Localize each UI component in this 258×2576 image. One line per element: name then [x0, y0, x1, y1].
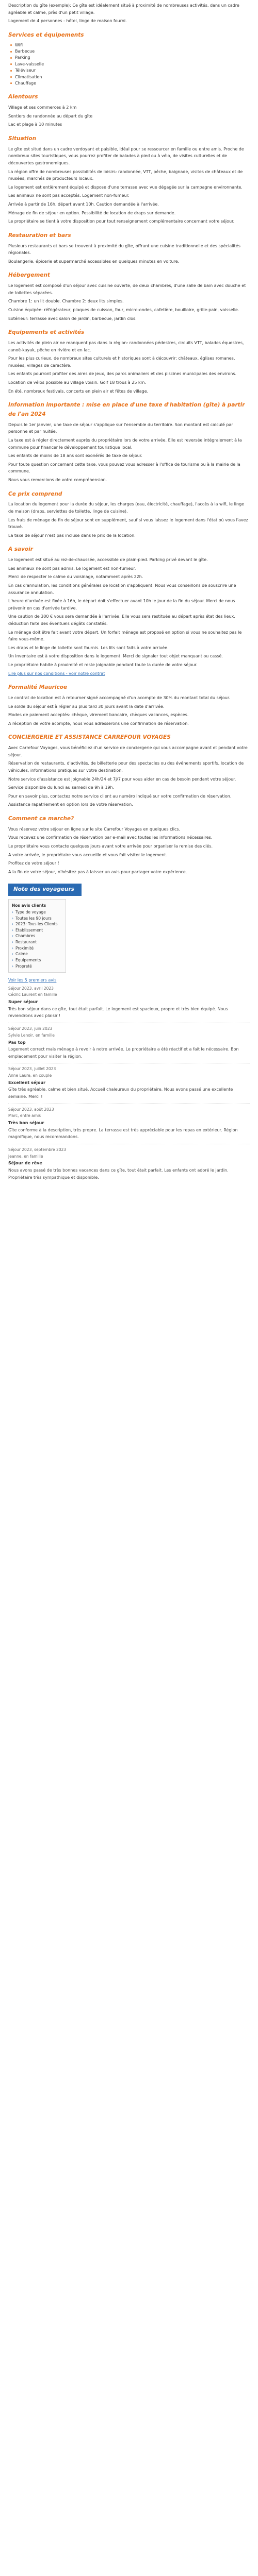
notes-title: Note des voyageurs	[8, 884, 82, 896]
paragraph: En cas d'annulation, les conditions générales de location s'appliquent. Nous vous conseillons de souscrire une assurance annulation.	[8, 583, 236, 595]
review-item	[8, 1026, 250, 1060]
filter-item[interactable]: › 2023: Tous les Clients	[12, 921, 62, 927]
intro	[8, 2, 250, 25]
paragraph: Un inventaire est à votre disposition dans le logement. Merci de signaler tout objet manquant ou cassé.	[8, 654, 223, 659]
review-title: Excellent séjour	[8, 1080, 46, 1085]
around-heading: Alentours	[8, 94, 38, 100]
paragraph: Chambre 1: un lit double. Chambre 2: deux lits simples.	[8, 299, 124, 304]
paragraph: Le logement est situé au rez-de-chaussée, accessible de plain-pied. Parking privé devant le gîte.	[8, 557, 208, 563]
reviews-list	[8, 986, 250, 1181]
review-author: Anne Laure, en couple	[8, 1073, 52, 1078]
services-heading: Services et équipements	[8, 31, 84, 38]
review-item	[8, 1147, 250, 1181]
paragraph: Le propriétaire se tient à votre disposition pour tout renseignement complémentaire concernant votre séjour.	[8, 219, 235, 224]
paragraph: Modes de paiement acceptés: chèque, virement bancaire, chèques vacances, espèces.	[8, 713, 189, 718]
main-content	[8, 2, 250, 1181]
review-item	[8, 1107, 250, 1141]
formality-heading: Formalité Mauricoe	[8, 684, 68, 691]
paragraph: A la fin de votre séjour, n'hésitez pas à laisser un avis pour partager votre expérience.	[8, 869, 187, 874]
paragraph: Vous recevez une confirmation de réservation par e-mail avec toutes les informations nécessaires.	[8, 835, 213, 840]
list-item: Wifi	[10, 42, 250, 48]
paragraph: Réservation de restaurants, d'activités, de billetterie pour des spectacles ou des événements sportifs, location de véhicules, informations pratiques sur votre destination.	[8, 761, 244, 773]
intro-text: Description du gîte (exemple): Ce gîte est idéalement situé à proximité de nombreuses activités, dans un cadre agréable et calme, près d'un petit village.	[8, 3, 239, 15]
paragraph: Les activités de plein air ne manquent pas dans la région: randonnées pédestres, circuits VTT, balades équestres, canoë-kayak, pêche en rivière et en lac.	[8, 341, 244, 352]
paragraph: Location de vélos possible au village voisin. Golf 18 trous à 25 km.	[8, 380, 146, 385]
paragraph: Nous vous remercions de votre compréhension.	[8, 478, 107, 483]
review-item	[8, 986, 250, 1020]
lodging-heading: Hébergement	[8, 272, 50, 279]
list-item: Lave-vaisselle	[10, 61, 250, 67]
review-meta: Séjour 2023, août 2023	[8, 1107, 54, 1112]
filter-item[interactable]: › Proximité	[12, 945, 62, 952]
paragraph: Les enfants de moins de 18 ans sont exonérés de taxe de séjour.	[8, 453, 142, 459]
paragraph: Pour toute question concernant cette taxe, vous pouvez vous adresser à l'office de tourisme ou à la mairie de la commune.	[8, 462, 240, 474]
filter-item[interactable]: › Type de voyage	[12, 909, 62, 916]
list-item: Climatisation	[10, 74, 250, 80]
equipment-heading: Equipements et activités	[8, 329, 85, 336]
see-reviews-link[interactable]: Voir les 5 premiers avis	[8, 978, 57, 983]
paragraph: Le solde du séjour est à régler au plus tard 30 jours avant la date d'arrivée.	[8, 704, 165, 709]
review-author: Cédric Laurent en famille	[8, 992, 57, 997]
review-meta: Séjour 2023, septembre 2023	[8, 1147, 67, 1152]
filters-title: Nos avis clients	[12, 903, 46, 908]
review-author: Marc, entre amis	[8, 1113, 41, 1118]
paragraph: Merci de respecter le calme du voisinage, notamment après 22h.	[8, 574, 143, 580]
filter-item[interactable]: › Toutes les 90 jours	[12, 916, 62, 922]
list-item: Parking	[10, 55, 250, 61]
paragraph: Boulangerie, épicerie et supermarché accessibles en quelques minutes en voiture.	[8, 259, 180, 264]
paragraph: La taxe est à régler directement auprès du propriétaire lors de votre arrivée. Elle est reversée intégralement à la commune pour financer le développement touristique local.	[8, 438, 242, 450]
paragraph: La location du logement pour la durée du séjour, les charges (eau, électricité, chauffage), l'accès à la wifi, le linge de maison (draps, serviettes de toilette, linge de cuisine).	[8, 502, 245, 514]
paragraph: Assistance rapatriement en option lors de votre réservation.	[8, 802, 133, 807]
paragraph: Le propriétaire vous contacte quelques jours avant votre arrivée pour organiser la remise des clés.	[8, 844, 213, 849]
paragraph: A réception de votre acompte, nous vous adresserons une confirmation de réservation.	[8, 721, 189, 726]
paragraph: Le logement est composé d'un séjour avec cuisine ouverte, de deux chambres, d'une salle de bain avec douche et de toilettes séparées.	[8, 283, 246, 295]
important-heading: Information importante : mise en place d'une taxe d'habitation (gîte) à partir de l'an 2024	[8, 402, 245, 418]
paragraph: Ménage de fin de séjour en option. Possibilité de location de draps sur demande.	[8, 210, 176, 215]
intro-text: Logement de 4 personnes - hôtel, linge de maison fourni.	[8, 19, 127, 24]
review-meta: Séjour 2023, avril 2023	[8, 986, 54, 991]
paragraph: Plusieurs restaurants et bars se trouvent à proximité du gîte, offrant une cuisine traditionnelle et des spécialités régionales.	[8, 243, 240, 256]
paragraph: Cuisine équipée: réfrigérateur, plaques de cuisson, four, micro-ondes, cafetière, bouilloire, grille-pain, vaisselle.	[8, 308, 239, 313]
how-it-works-heading: Comment ça marche?	[8, 816, 74, 822]
review-title: Pas top	[8, 1040, 26, 1045]
paragraph: Le gîte est situé dans un cadre verdoyant et paisible, idéal pour se ressourcer en famille ou entre amis. Proche de nombreux sites touristiques, vous pourrez profiter de balades à pied ou à vélo, de visites culturelles et de découvertes gastronomiques.	[8, 146, 244, 166]
list-item: Téléviseur	[10, 67, 250, 74]
restaurant-heading: Restauration et bars	[8, 232, 71, 239]
paragraph: Les draps et le linge de toilette sont fournis. Les lits sont faits à votre arrivée.	[8, 645, 169, 650]
filter-item[interactable]: › Propreté	[12, 963, 62, 970]
notes-title-wrap	[8, 884, 250, 896]
paragraph: Le contrat de location est à retourner signé accompagné d'un acompte de 30% du montant total du séjour.	[8, 696, 230, 701]
paragraph: Le ménage doit être fait avant votre départ. Un forfait ménage est proposé en option si vous ne souhaitez pas le faire vous-même.	[8, 630, 242, 642]
paragraph: Profitez de votre séjour !	[8, 861, 59, 866]
filters-panel	[8, 899, 66, 973]
situation-heading: Situation	[8, 135, 37, 142]
filter-item[interactable]: › Equipements	[12, 957, 62, 963]
review-meta: Séjour 2023, juillet 2023	[8, 1066, 56, 1072]
review-title: Séjour de rêve	[8, 1161, 42, 1166]
paragraph: Service disponible du lundi au samedi de 9h à 19h.	[8, 785, 115, 790]
paragraph: Avec Carrefour Voyages, vous bénéficiez d'un service de conciergerie qui vous accompagne avant et pendant votre séjour.	[8, 745, 248, 757]
paragraph: Pour les plus curieux, de nombreux sites culturels et historiques sont à découvrir: châteaux, églises romanes, musées, villages de caractère.	[8, 356, 235, 368]
review-title: Très bon séjour	[8, 1121, 44, 1126]
paragraph: Arrivée à partir de 16h, départ avant 10h. Caution demandée à l'arrivée.	[8, 201, 159, 207]
paragraph: Vous réservez votre séjour en ligne sur le site Carrefour Voyages en quelques clics.	[8, 826, 181, 832]
review-body: Gîte très agréable, calme et bien situé. Accueil chaleureux du propriétaire. Nous avons passé une excellente semaine. Merci !	[8, 1087, 233, 1099]
filter-item[interactable]: › Calme	[12, 951, 62, 957]
filters-list	[12, 909, 62, 969]
paragraph: Les frais de ménage de fin de séjour sont en supplément, sauf si vous laissez le logement dans l'état où vous l'avez trouvé.	[8, 517, 248, 530]
around-line: Lac et plage à 10 minutes	[8, 122, 62, 127]
review-meta: Séjour 2023, juin 2023	[8, 1026, 53, 1031]
paragraph: Pour en savoir plus, contactez notre service client au numéro indiqué sur votre confirmation de réservation.	[8, 793, 232, 799]
review-title: Super séjour	[8, 999, 38, 1005]
paragraph: A votre arrivée, le propriétaire vous accueille et vous fait visiter le logement.	[8, 852, 168, 857]
paragraph: Extérieur: terrasse avec salon de jardin, barbecue, jardin clos.	[8, 316, 137, 321]
paragraph: Depuis le 1er janvier, une taxe de séjour s'applique sur l'ensemble du territoire. Son montant est calculé par personne et par nuitée.	[8, 422, 233, 434]
review-body: Nous avons passé de très bonnes vacances dans ce gîte, tout était parfait. Les enfants ont adoré le jardin. Propriétaire très sympathique et disponible.	[8, 1167, 229, 1180]
paragraph: Notre service d'assistance est joignable 24h/24 et 7j/7 pour vous aider en cas de besoin pendant votre séjour.	[8, 776, 236, 782]
list-item: Barbecue	[10, 48, 250, 55]
services-list	[10, 42, 250, 87]
filter-item[interactable]: › Etablissement	[12, 927, 62, 934]
review-author: Sylvie Lenoir, en famille	[8, 1032, 55, 1038]
list-item: Chauffage	[10, 80, 250, 87]
conditions-link[interactable]: Lire plus sur nos conditions - voir notre contrat	[8, 671, 105, 676]
paragraph: Les animaux ne sont pas admis. Le logement est non-fumeur.	[8, 566, 136, 571]
review-item	[8, 1066, 250, 1100]
paragraph: Une caution de 300 € vous sera demandée à l'arrivée. Elle vous sera restituée au départ après état des lieux, déduction faite des éventuels dégâts constatés.	[8, 614, 235, 626]
around-line: Sentiers de randonnée au départ du gîte	[8, 113, 93, 118]
paragraph: La taxe de séjour n'est pas incluse dans le prix de la location.	[8, 533, 136, 538]
paragraph: Les animaux ne sont pas acceptés. Logement non-fumeur.	[8, 193, 130, 198]
review-author: Jeanne, en famille	[8, 1154, 43, 1159]
paragraph: Les enfants pourront profiter des aires de jeux, des parcs animaliers et des piscines municipales des environs.	[8, 371, 237, 377]
paragraph: Le logement est entièrement équipé et dispose d'une terrasse avec vue dégagée sur la campagne environnante.	[8, 184, 243, 190]
around-line: Village et ses commerces à 2 km	[8, 105, 77, 110]
concierge-heading: CONCIERGERIE ET ASSISTANCE CARREFOUR VOYAGES	[8, 734, 171, 741]
paragraph: En été, nombreux festivals, concerts en plein air et fêtes de village.	[8, 388, 149, 394]
review-body: Très bon séjour dans ce gîte, tout était parfait. Le logement est spacieux, propre et très bien équipé. Nous reviendrons avec plaisir !	[8, 1006, 228, 1019]
review-body: Gîte conforme à la description, très propre. La terrasse est très appréciable pour les repas en extérieur. Région magnifique, nous recommandons.	[8, 1127, 238, 1140]
filter-item[interactable]: › Chambres	[12, 933, 62, 939]
paragraph: Le propriétaire habite à proximité et reste joignable pendant toute la durée de votre séjour.	[8, 663, 198, 668]
price-includes-heading: Ce prix comprend	[8, 490, 62, 497]
paragraph: La région offre de nombreuses possibilités de loisirs: randonnée, VTT, pêche, baignade, visites de châteaux et de musées, marchés de producteurs locaux.	[8, 169, 243, 181]
paragraph: L'heure d'arrivée est fixée à 16h, le départ doit s'effectuer avant 10h le jour de la fin du séjour. Merci de nous prévenir en cas d'arrivée tardive.	[8, 599, 235, 611]
filter-item[interactable]: › Restaurant	[12, 939, 62, 945]
review-body: Logement correct mais ménage à revoir à notre arrivée. Le propriétaire a été réactif et a fait le nécessaire. Bon emplacement pour visiter la région.	[8, 1047, 239, 1059]
good-to-know-heading: A savoir	[8, 546, 33, 553]
